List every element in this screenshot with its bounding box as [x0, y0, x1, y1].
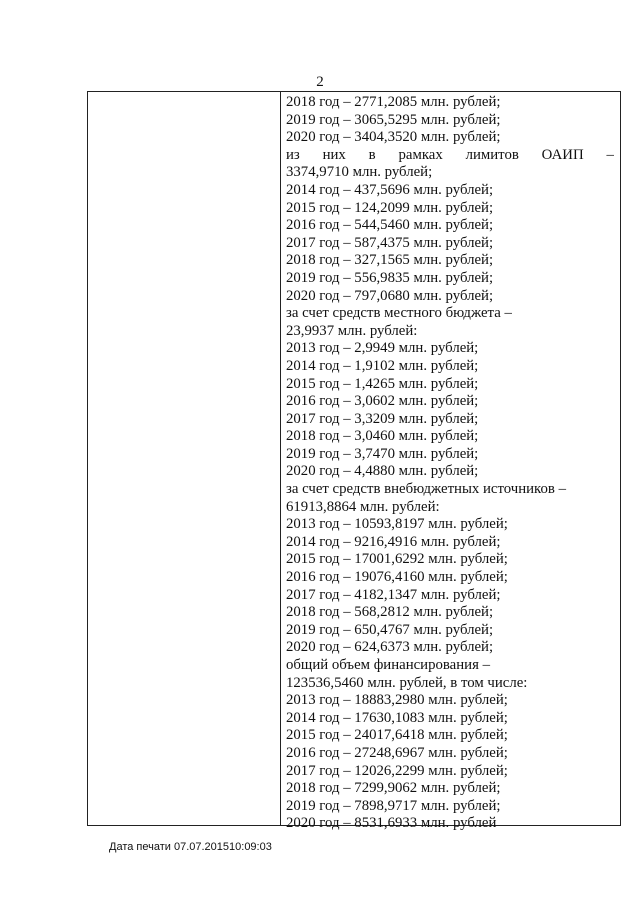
word: рамках: [398, 146, 443, 163]
page-number: 2: [316, 74, 324, 90]
word: в: [368, 146, 376, 163]
text-line: 2016 год – 544,5460 млн. рублей;: [286, 217, 494, 234]
text-line: 2020 год – 797,0680 млн. рублей;: [286, 287, 494, 304]
text-line: 2020 год – 3404,3520 млн. рублей;: [286, 129, 501, 146]
text-line: 2018 год – 2771,2085 млн. рублей;: [286, 94, 501, 110]
text-line: 2013 год – 2,9949 млн. рублей;: [286, 340, 479, 357]
text-line: 2018 год – 3,0460 млн. рублей;: [286, 428, 479, 445]
text-line: 2015 год – 24017,6418 млн. рублей;: [286, 727, 508, 744]
text-line: 2018 год – 568,2812 млн. рублей;: [286, 604, 494, 621]
text-line: 2014 год – 1,9102 млн. рублей;: [286, 357, 479, 374]
financing-details-cell: [286, 94, 614, 833]
print-date-footer: Дата печати 07.07.201510:09:03: [109, 841, 272, 853]
text-line: 2019 год – 556,9835 млн. рублей;: [286, 269, 494, 286]
text-line: 2020 год – 4,4880 млн. рублей;: [286, 463, 479, 480]
word: них: [322, 146, 346, 163]
financing-table: [87, 91, 621, 832]
text-line: 2014 год – 17630,1083 млн. рублей;: [286, 709, 508, 726]
text-line: 2020 год – 8531,6933 млн. рублей: [286, 815, 497, 832]
text-line: 2018 год – 7299,9062 млн. рублей;: [286, 780, 501, 797]
text-line: 2020 год – 624,6373 млн. рублей;: [286, 639, 494, 656]
text-line: 61913,8864 млн. рублей:: [286, 498, 440, 515]
text-line: 23,9937 млн. рублей:: [286, 322, 418, 339]
text-line: 2015 год – 1,4265 млн. рублей;: [286, 375, 479, 392]
text-line: 2013 год – 10593,8197 млн. рублей;: [286, 516, 508, 533]
word: лимитов: [465, 146, 519, 163]
text-line: 2019 год – 650,4767 млн. рублей;: [286, 621, 494, 638]
text-line: 2016 год – 19076,4160 млн. рублей;: [286, 569, 508, 586]
text-line: 2016 год – 27248,6967 млн. рублей;: [286, 744, 508, 761]
text-line: 2017 год – 12026,2299 млн. рублей;: [286, 762, 508, 779]
text-line: 2014 год – 9216,4916 млн. рублей;: [286, 533, 501, 550]
oaip-limits-line: [286, 147, 614, 165]
text-line: 2017 год – 587,4375 млн. рублей;: [286, 234, 494, 251]
text-line: 123536,5460 млн. рублей, в том числе:: [286, 674, 528, 691]
text-line: 2013 год – 18883,2980 млн. рублей;: [286, 692, 508, 709]
word: ОАИП: [541, 146, 584, 163]
text-line: 2017 год – 4182,1347 млн. рублей;: [286, 586, 501, 603]
text-line: 2014 год – 437,5696 млн. рублей;: [286, 181, 494, 198]
word: из: [286, 146, 300, 163]
word: –: [606, 146, 614, 163]
text-line: 2019 год – 3065,5295 млн. рублей;: [286, 111, 501, 128]
text-line: 2017 год – 3,3209 млн. рублей;: [286, 410, 479, 427]
text-line: за счет средств местного бюджета –: [286, 305, 512, 322]
text-line: 2015 год – 17001,6292 млн. рублей;: [286, 551, 508, 568]
text-line: 2015 год – 124,2099 млн. рублей;: [286, 199, 494, 216]
text-line: 2019 год – 7898,9717 млн. рублей;: [286, 797, 501, 814]
text-line: общий объем финансирования –: [286, 657, 490, 673]
text-line: 2019 год – 3,7470 млн. рублей;: [286, 445, 479, 462]
text-line: за счет средств внебюджетных источников –: [286, 481, 566, 498]
column-divider: [280, 92, 281, 825]
text-line: 2018 год – 327,1565 млн. рублей;: [286, 252, 494, 269]
text-line: 3374,9710 млн. рублей;: [286, 164, 433, 181]
text-line: 2016 год – 3,0602 млн. рублей;: [286, 393, 479, 410]
